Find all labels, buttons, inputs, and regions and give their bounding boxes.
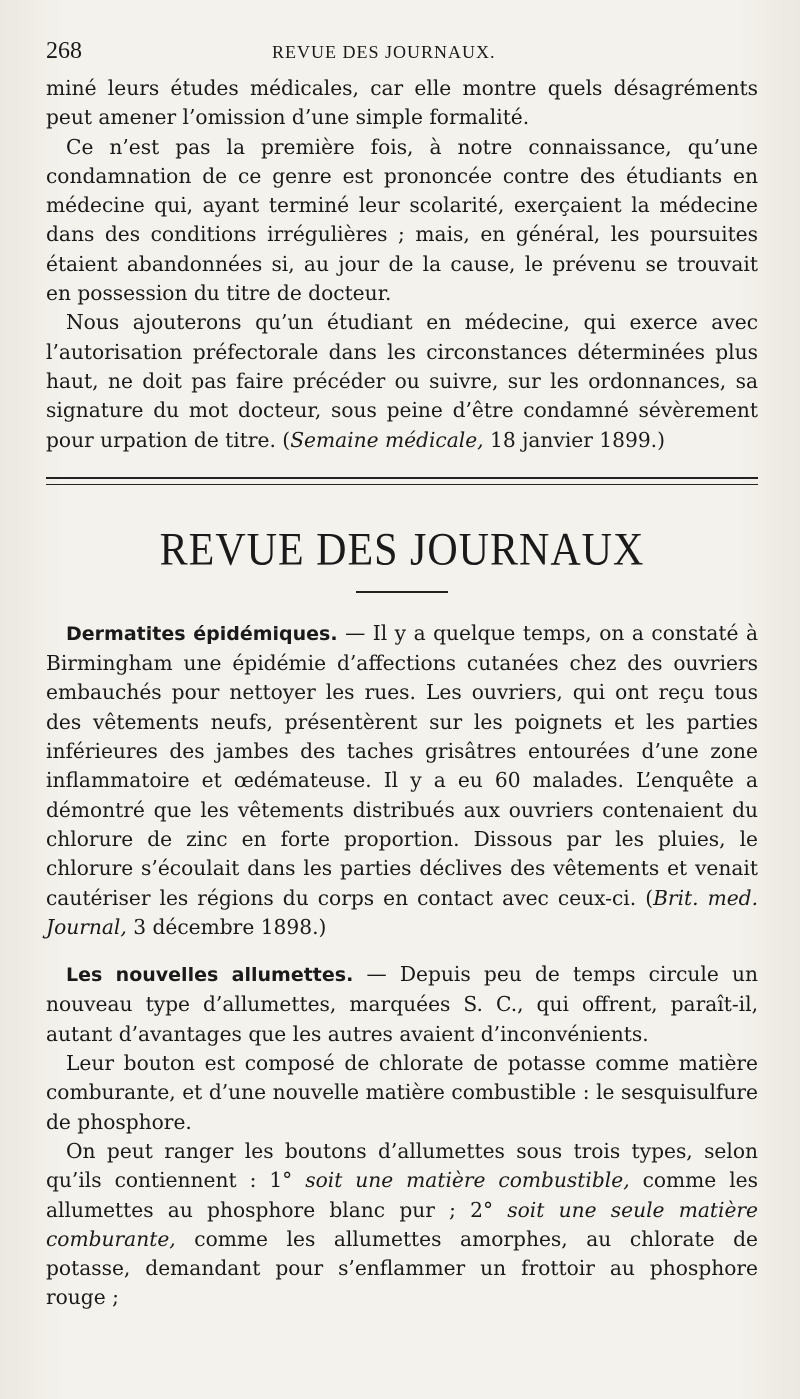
double-rule: [46, 477, 758, 485]
paragraph-text: comme les allumettes amorphes, au chlorate de potasse, demandant pour s’enflammer un frottoir au phosphore rouge ;: [46, 1226, 758, 1310]
article-allumettes: [46, 960, 758, 1049]
article-heading: Dermatites épidémiques.: [66, 622, 338, 645]
article-text: — Depuis peu de temps circule un nouveau type d’allumettes, marquées S. C., qui offrent, paraît-il, autant d’avantages que les autres avaient d’inconvénients.: [46, 962, 758, 1046]
article-heading: Les nouvelles allumettes.: [66, 964, 354, 987]
page-header: [46, 34, 758, 74]
title-divider: [356, 591, 448, 593]
divider: [46, 484, 758, 485]
paragraph-text: Nous ajouterons qu’un étudiant en médecine, qui exerce avec l’autorisation préfectorale dans les circonstances déterminées plus haut, ne doit pas faire précéder ou suivre, sur les ordonnances, sa signature du mot docteur, sous peine d’être condamné sévèrement pour urpation de titre. (: [46, 310, 758, 452]
citation-source: Semaine médicale,: [290, 427, 484, 452]
page-number: 268: [46, 38, 82, 64]
paragraph-text: On peut ranger les boutons d’allumettes sous trois types, selon qu’ils contiennent : 1°: [46, 1138, 758, 1193]
body-text: [46, 74, 758, 1313]
emphasis: soit une seule matière comburante,: [46, 1197, 758, 1251]
citation-source: Brit. med. Journal,: [46, 885, 759, 939]
paragraph: Ce n’est pas la première fois, à notre connaissance, qu’une condamnation de ce genre est prononcée contre des étudiants en médecine qui, ayant terminé leur scolarité, exerçaient la médecine dans des conditions irrégulières ; mais, en général, les poursuites étaient abandonnées si, au jour de la cause, le prévenu se trouvait en possession du titre de docteur.: [46, 134, 758, 306]
paragraph: [46, 1137, 758, 1313]
section-title: REVUE DES JOURNAUX: [159, 524, 645, 576]
spacer: [46, 942, 758, 960]
paragraph-text: comme les allumettes au phosphore blanc pur ; 2°: [46, 1168, 758, 1222]
emphasis: soit une matière combustible,: [305, 1168, 630, 1193]
paragraph: [46, 308, 758, 454]
citation-date: 3 décembre 1898.): [126, 914, 327, 939]
citation-date: 18 janvier 1899.): [483, 427, 665, 452]
paragraph: miné leurs études médicales, car elle montre quels désagréments peut amener l’omission d’une simple formalité.: [46, 76, 758, 130]
divider: [46, 477, 758, 479]
paragraph: Leur bouton est composé de chlorate de potasse comme matière comburante, et d’une nouvelle matière combustible : le sesquisulfure de phosphore.: [46, 1051, 758, 1134]
article-text: — Il y a quelque temps, on a constaté à Birmingham une épidémie d’affections cutanées chez des ouvriers embauchés pour nettoyer les rues. Les ouvriers, qui ont reçu tous des vêtements neufs, présentèrent sur les poignets et les parties inférieures des jambes des taches grisâtres entourées d’une zone inflammatoire et œdémateuse. Il y a eu 60 malades. L’enquête a démontré que les vêtements distribués aux ouvriers contenaient du chlorure de zinc en forte proportion. Dissous par les pluies, le chlorure s’écoulait dans les parties déclives des vêtements et venait cautériser les régions du corps en contact avec ceux-ci. (: [46, 620, 758, 910]
article-dermatites: [46, 619, 758, 942]
running-head: REVUE DES JOURNAUX.: [272, 42, 496, 62]
